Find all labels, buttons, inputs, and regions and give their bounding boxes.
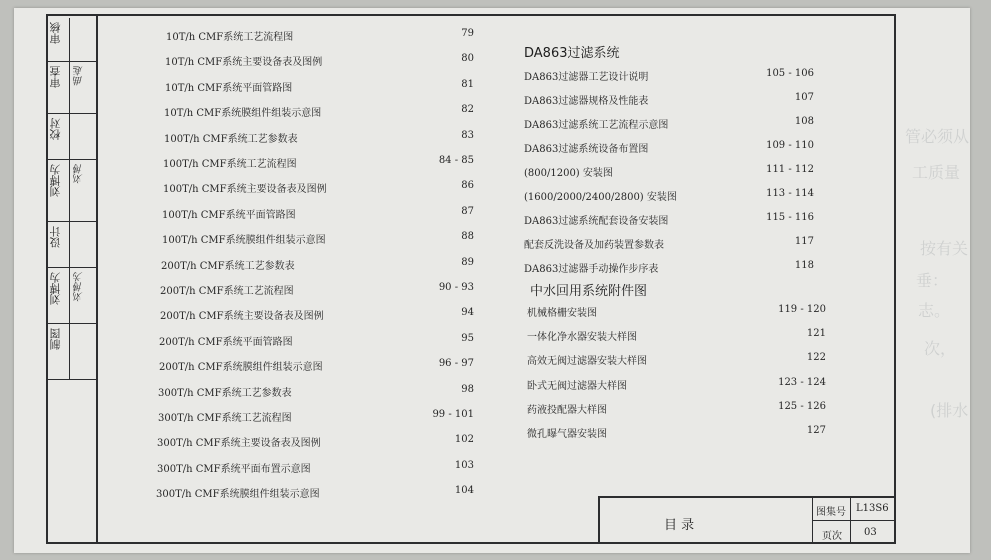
toc-entry-page: 96 - 97 [438,358,474,370]
signature-cell [46,18,96,62]
toc-entry-page: 111 - 112 [766,164,814,175]
toc-entry-title: (1600/2000/2400/2800) 安装图 [524,192,677,203]
title-block-title: 目 录 [664,518,695,533]
toc-entry-title: (800/1200) 安装图 [524,168,613,179]
page-number-value: 03 [864,527,877,538]
toc-entry-title: 200T/h CMF系统工艺参数表 [161,260,295,272]
toc-entry-page: 80 [461,53,474,65]
signature-cell [46,324,96,380]
toc-entry-title: 100T/h CMF系统平面管路图 [162,209,296,221]
signature-role-label: 审核 [49,22,62,44]
section-heading-reuse-accessories: 中水回用系统附件图 [530,284,648,299]
toc-entry-page: 123 - 124 [778,376,826,388]
toc-entry-page: 88 [461,231,474,243]
toc-entry [160,282,474,296]
signature-sidebar [46,14,98,544]
toc-entry-title: DA863过滤器手动操作步序表 [524,264,659,275]
toc-entry-page: 121 [806,328,826,340]
toc-entry-title: DA863过滤器规格及性能表 [524,96,649,107]
toc-entry [157,460,474,474]
toc-entry-title: 100T/h CMF系统主要设备表及图例 [163,184,327,196]
toc-entry-title: 10T/h CMF系统平面管路图 [165,82,293,94]
signature-cell [46,268,96,324]
toc-entry [162,231,474,245]
toc-entry-page: 102 [454,434,474,446]
cell-divider [69,160,70,221]
page-number-label: 页次 [822,531,842,542]
toc-entry-page: 82 [461,104,474,116]
title-block-divider [812,498,813,544]
toc-entry [165,53,474,67]
toc-entry-page: 122 [806,352,826,364]
toc-entry-page: 108 [794,116,814,127]
toc-entry [161,257,474,271]
toc-entry-title: DA863过滤系统设备布置图 [524,144,649,155]
toc-entry [160,307,474,321]
toc-entry [158,409,474,423]
toc-entry-title: 300T/h CMF系统工艺流程图 [158,413,292,424]
toc-entry-title: 300T/h CMF系统平面布置示意图 [157,463,311,475]
atlas-number-label: 图集号 [816,507,846,518]
title-block-divider [850,498,851,544]
toc-entry-title: 300T/h CMF系统膜组件组装示意图 [156,489,320,501]
toc-entry-title: 100T/h CMF系统工艺参数表 [164,133,298,145]
toc-entry [524,212,814,226]
toc-entry-page: 104 [454,485,474,497]
toc-entry-page: 115 - 116 [766,212,814,223]
document-page [14,8,970,553]
toc-entry [163,180,474,194]
toc-entry-title: 100T/h CMF系统工艺流程图 [163,159,297,170]
toc-entry [524,92,814,106]
toc-entry-page: 81 [461,78,474,90]
toc-entry-page: 125 - 126 [778,400,826,412]
toc-entry [524,164,814,178]
toc-entry [524,116,814,130]
toc-entry-title: 200T/h CMF系统膜组件组装示意图 [159,362,323,374]
bleed-through-line: 次， [924,339,957,358]
title-block [598,496,896,544]
toc-entry [527,328,826,342]
bleed-through-line: 按有关 [920,239,969,258]
signature-value: 刘博 [74,164,85,184]
title-block-divider [812,520,896,521]
toc-entry-title: DA863过滤系统配套设备安装图 [524,216,669,227]
toc-entry-page: 87 [461,205,474,217]
signature-cell [46,62,96,114]
toc-entry-title: DA863过滤系统工艺流程示意图 [524,120,669,131]
toc-entry [524,260,814,274]
toc-entry [157,434,474,448]
toc-entry [527,304,826,318]
toc-entry-page: 79 [461,28,474,39]
toc-entry-page: 113 - 114 [766,188,814,199]
toc-entry-page: 84 - 85 [438,155,474,166]
toc-entry-title: 300T/h CMF系统工艺参数表 [158,387,292,399]
signature-role-label: 刘博为 [49,164,62,197]
toc-entry [165,79,474,93]
toc-entry-page: 118 [794,260,814,271]
toc-entry-page: 117 [794,236,814,247]
toc-entry-page: 95 [461,332,474,344]
toc-entry [527,377,826,391]
cell-divider [69,114,70,159]
toc-entry-title: 药液投配器大样图 [527,404,607,416]
toc-entry [527,401,826,415]
toc-entry-title: 300T/h CMF系统主要设备表及图例 [157,438,321,450]
toc-entry [527,352,826,366]
toc-entry-title: 卧式无阀过滤器大样图 [527,380,627,392]
cell-divider [69,62,70,113]
toc-entry-page: 98 [461,383,474,395]
toc-entry-page: 105 - 106 [766,68,814,79]
toc-entry [164,130,474,144]
toc-entry-title: 高效无阀过滤器安装大样图 [527,356,647,368]
toc-entry-page: 86 [461,180,474,192]
toc-entry-title: 100T/h CMF系统膜组件组装示意图 [162,235,326,247]
toc-entry [524,140,814,154]
toc-entry-title: 一体化净水器安装大样图 [527,332,637,344]
toc-entry-title: 200T/h CMF系统平面管路图 [159,336,293,348]
cell-divider [69,222,70,267]
toc-entry-page: 83 [461,129,474,141]
section-heading-da863: DA863过滤系统 [524,46,620,61]
toc-entry-page: 119 - 120 [778,304,826,315]
toc-entry-page: 127 [806,425,826,436]
toc-entry [527,425,826,439]
bleed-through-line: 志。 [918,301,951,320]
toc-entry [166,28,474,42]
toc-entry [159,358,474,372]
signature-role-label: 制图 [49,328,62,350]
toc-entry-title: 200T/h CMF系统工艺流程图 [160,286,294,297]
toc-entry-title: 机械格栅安装图 [527,308,597,319]
signature-role-label: 设计 [49,226,62,248]
bleed-through-line: 工质量 [912,163,961,182]
toc-entry-title: DA863过滤器工艺设计说明 [524,72,649,83]
cell-divider [69,324,70,379]
cell-divider [69,18,70,61]
toc-entry-page: 103 [454,459,474,471]
signature-role-label: 刘博为 [49,272,62,305]
toc-entry-title: 10T/h CMF系统主要设备表及图例 [165,57,323,69]
toc-entry [524,236,814,250]
atlas-number-value: L13S6 [856,503,889,514]
toc-entry-page: 109 - 110 [766,140,814,151]
toc-entry-page: 99 - 101 [432,409,474,420]
toc-entry-page: 89 [461,256,474,268]
toc-entry-page: 107 [794,92,814,103]
signature-cell [46,222,96,268]
toc-entry [159,333,474,347]
toc-entry-title: 10T/h CMF系统膜组件组装示意图 [164,108,322,120]
bleed-through-line: (排水 [930,401,969,420]
toc-entry-title: 微孔曝气器安装图 [527,429,607,440]
signature-cell [46,114,96,160]
toc-entry-title: 配套反洗设备及加药装置参数表 [524,240,664,251]
signature-cell [46,160,96,222]
bleed-through-line: 垂： [916,271,949,290]
toc-entry [156,485,474,499]
signature-value: 刘博为 [74,272,85,302]
toc-entry [162,206,474,220]
signature-role-label: 审查 [49,66,62,88]
cell-divider [69,268,70,323]
toc-entry [524,188,814,202]
toc-entry [158,384,474,398]
toc-entry-page: 94 [461,307,474,319]
signature-value: 曲起 [74,66,85,86]
toc-entry [163,155,474,169]
toc-entry-page: 90 - 93 [438,282,474,293]
bleed-through-line: 管必须从 [905,127,970,146]
toc-entry-title: 200T/h CMF系统主要设备表及图例 [160,311,324,323]
toc-entry-title: 10T/h CMF系统工艺流程图 [166,32,294,43]
toc-entry [164,104,474,118]
toc-entry [524,68,814,82]
signature-role-label: 校对 [49,118,62,140]
